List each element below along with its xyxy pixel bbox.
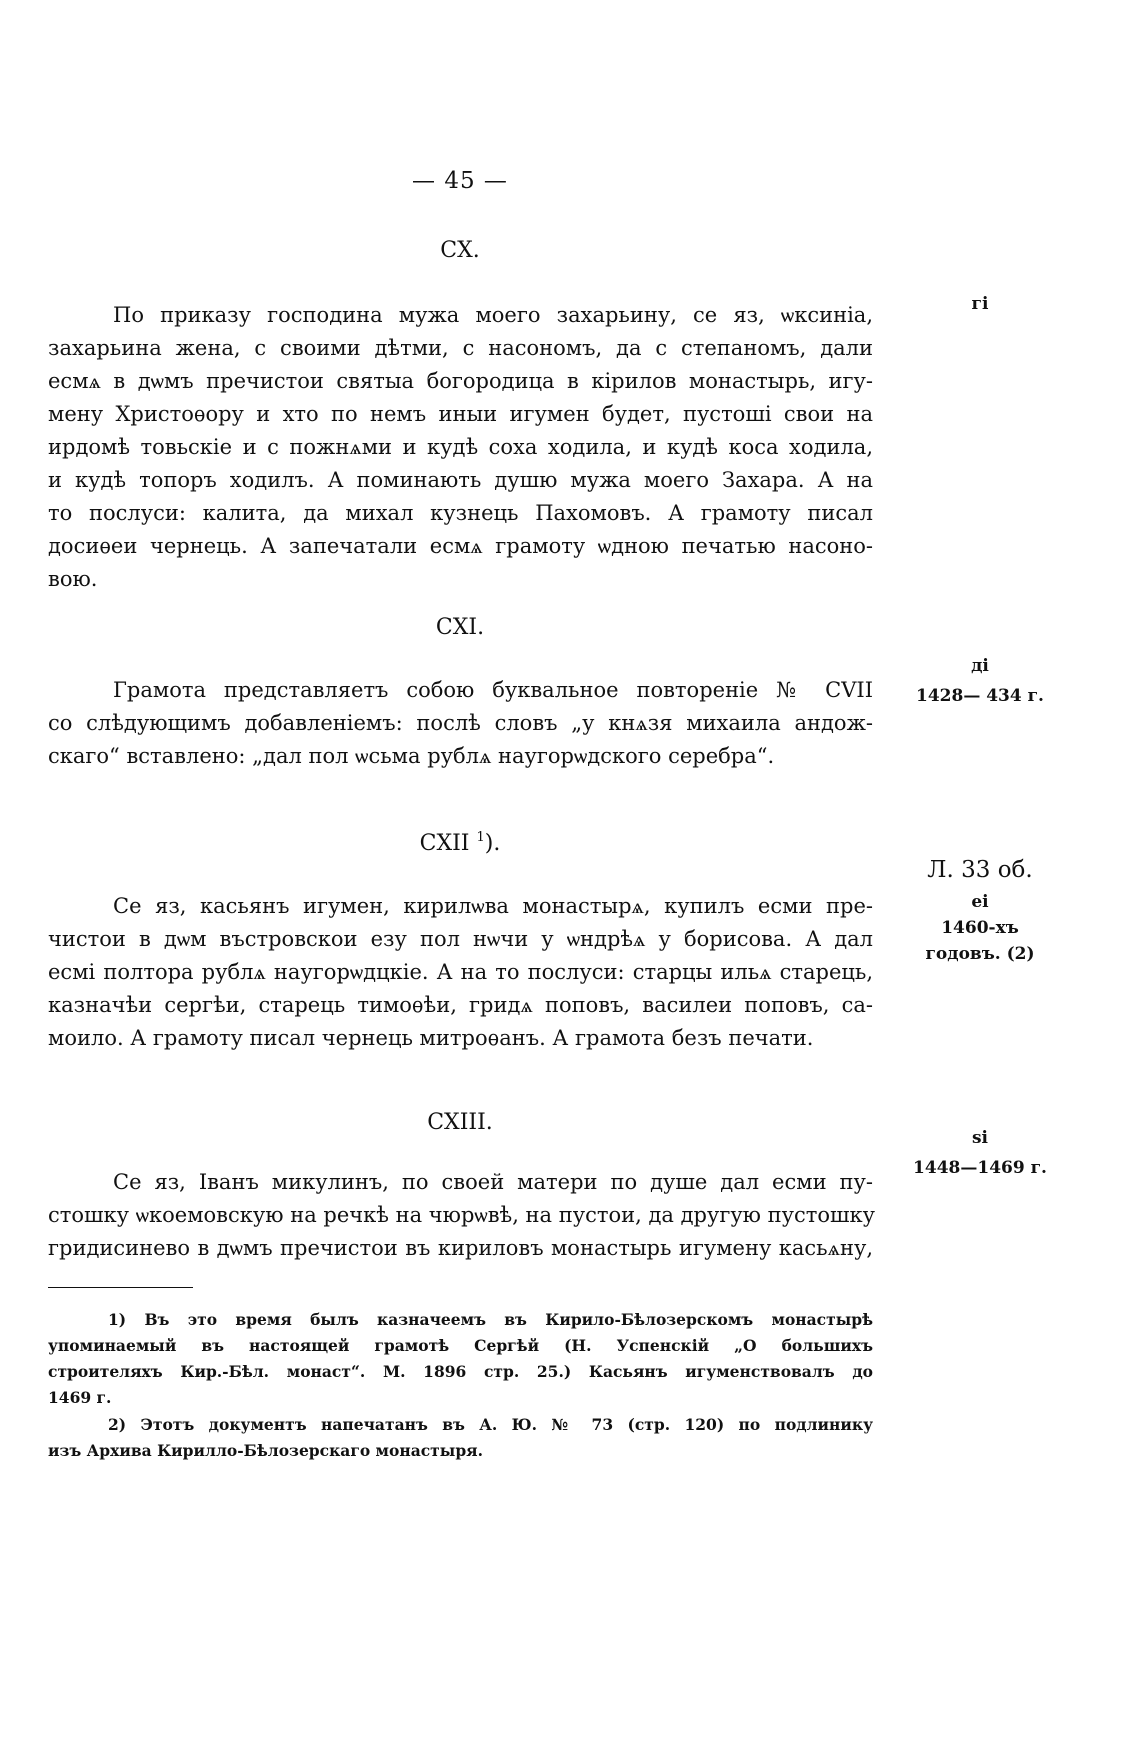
footnote-line: строителяхъ Кир.-Бѣл. монаст“. М. 1896 стр. 25.) Касьянъ игуменствовалъ до xyxy=(48,1362,873,1381)
footnote-line xyxy=(108,1307,873,1333)
margin-date-note: ді xyxy=(971,656,989,676)
text-line: стошку ѡкоемовскую на речкѣ на чюрѡвѣ, на пустои, да другую пустошку xyxy=(48,1203,876,1227)
section-heading-cxii-suffix: ). xyxy=(484,831,501,856)
text-line: Грамота представляетъ собою буквальное повтореніе № CVII xyxy=(113,678,873,702)
section-heading-cxii-text: CXII xyxy=(419,831,470,856)
text-line: По приказу господина мужа моего захарьину, се яз, ѡксиніа, xyxy=(113,303,873,327)
section-heading-cxiii: CXIII. xyxy=(427,1110,493,1135)
footnote-mark: 1 xyxy=(108,1310,119,1329)
text-line: вою. xyxy=(48,567,98,591)
text-line: досиѳеи чернець. А запечатали есмѧ грамоту ѡдною печатью насоно- xyxy=(48,534,873,558)
text-line: ирдомѣ товьскіе и с пожнѧми и кудѣ соха ходила, и кудѣ коса ходила, xyxy=(48,435,873,459)
text-line: и кудѣ топоръ ходилъ. А поминають душю мужа моего Захара. А на xyxy=(48,468,873,492)
margin-date-note: 1460-хъ xyxy=(941,918,1019,938)
margin-date-note: ѕі xyxy=(971,1128,989,1148)
margin-folio-note: Л. 33 об. xyxy=(927,857,1033,883)
section-heading-cxii xyxy=(300,830,620,856)
margin-date-note: 1428— 434 г. xyxy=(916,686,1044,706)
footnote-divider xyxy=(48,1287,193,1288)
margin-date-note: 1448—1469 г. xyxy=(913,1158,1047,1178)
section-heading-cxi: CXI. xyxy=(435,615,485,640)
footnote-text: Этотъ документъ напечатанъ въ А. Ю. № 73 (стр. 120) по подлинику xyxy=(140,1415,874,1434)
text-line: Се яз, Іванъ микулинъ, по своей матери по душе дал есми пу- xyxy=(113,1170,873,1194)
footnote-mark-paren: ) xyxy=(118,1415,141,1434)
footnote-mark: 2 xyxy=(108,1415,119,1434)
section-heading-cx: CX. xyxy=(440,238,480,263)
text-line: казначѣи сергѣи, старець тимоѳѣи, гридѧ поповъ, василеи поповъ, са- xyxy=(48,993,873,1017)
text-line: мену Христоѳору и хто по немъ иныи игумен будет, пустоші свои на xyxy=(48,402,873,426)
text-line: гридисинево в дѡмъ пречистои въ кириловъ монастырь игумену касьѧну, xyxy=(48,1236,873,1260)
footnote-line: упоминаемый въ настоящей грамотѣ Сергѣй (Н. Успенскій „О большихъ xyxy=(48,1336,873,1355)
text-line: скаго“ вставлено: „дал пол ѡсьма рублѧ наугорѡдского серебра“. xyxy=(48,744,775,768)
text-line: есмі полтора рублѧ наугорѡдцкіе. А на то послуси: старцы ильѧ старець, xyxy=(48,960,873,984)
text-line: чистои в дѡм въстровскои езу пол нѡчи у ѡндрѣѧ у борисова. А дал xyxy=(48,927,873,951)
footnote-line: изъ Архива Кирилло-Бѣлозерскаго монастыря. xyxy=(48,1441,484,1460)
margin-date-note: гі xyxy=(971,294,989,314)
text-line: то послуси: калита, да михал кузнець Пахомовъ. А грамоту писал xyxy=(48,501,873,525)
footnote-mark: 1 xyxy=(476,830,485,845)
text-line: моило. А грамоту писал чернець митроѳанъ. А грамота безъ печати. xyxy=(48,1026,814,1050)
footnote-text: Въ это время былъ казначеемъ въ Кирило-Бѣлозерскомъ монастырѣ xyxy=(144,1310,873,1329)
text-line: Се яз, касьянъ игумен, кирилѡва монастырѧ, купилъ есми пре- xyxy=(113,894,873,918)
footnote-line: 1469 г. xyxy=(48,1388,112,1407)
footnote-mark-paren: ) xyxy=(118,1310,145,1329)
text-line: есмѧ в дѡмъ пречистои святыа богородица в кірилов монастырь, игу- xyxy=(48,369,873,393)
footnote-line xyxy=(108,1412,873,1438)
text-line: захарьина жена, с своими дѣтми, с насономъ, да с степаномъ, дали xyxy=(48,336,873,360)
text-line: со слѣдующимъ добавленіемъ: послѣ словъ „у кнѧзя михаила андож- xyxy=(48,711,873,735)
page-number: — 45 — xyxy=(412,168,508,194)
margin-date-note: еі xyxy=(971,892,989,912)
margin-date-note: годовъ. (2) xyxy=(925,944,1035,964)
